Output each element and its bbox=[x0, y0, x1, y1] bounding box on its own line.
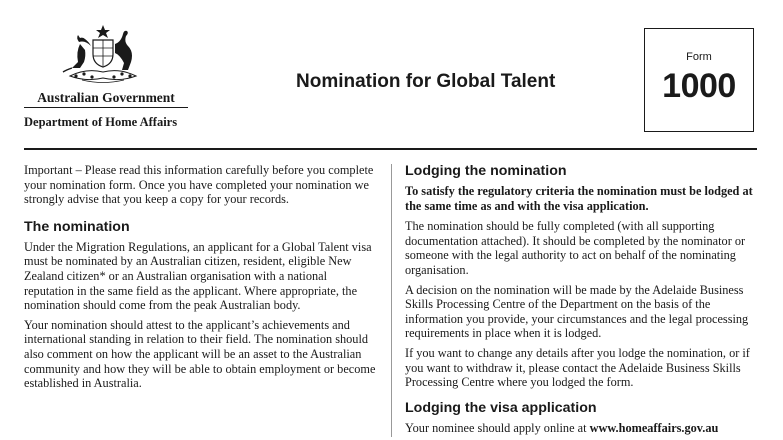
coat-of-arms-icon bbox=[62, 24, 144, 86]
column-divider bbox=[391, 164, 392, 437]
form-number: 1000 bbox=[662, 67, 736, 105]
left-column bbox=[24, 163, 376, 396]
nomination-paragraph-1: Under the Migration Regulations, an applicant for a Global Talent visa must be nominated by an Australian citizen, resident, eligible New Zealand citizen* or an Australian organisation with a national reputation in the same field as the applicant. Where appropriate, the nomination should come from the peak Australian body. bbox=[24, 239, 372, 313]
important-notice: Important – Please read this information carefully before you complete your nomination form. Once you have completed your nomination we strongly advise that you keep a copy for your records. bbox=[24, 163, 374, 207]
lodging-paragraph-1: The nomination should be fully completed (with all supporting documentation attached). It should be completed by the nominator or someone with the legal authority to act on behalf of the nominating organisation. bbox=[405, 219, 746, 277]
homeaffairs-link[interactable]: www.homeaffairs.gov.au bbox=[589, 420, 719, 435]
lodging-heading: Lodging the nomination bbox=[405, 163, 567, 179]
right-column bbox=[405, 163, 757, 440]
lodging-requirement: To satisfy the regulatory criteria the nomination must be lodged at the same time as and with the visa application. bbox=[405, 184, 753, 213]
visa-text: Your nominee should apply online at bbox=[405, 420, 587, 435]
visa-paragraph bbox=[405, 421, 757, 436]
page-title: Nomination for Global Talent bbox=[296, 71, 556, 92]
header-rule bbox=[24, 148, 757, 150]
visa-heading: Lodging the visa application bbox=[405, 399, 597, 416]
department-name: Department of Home Affairs bbox=[24, 115, 178, 129]
lodging-paragraph-2: A decision on the nomination will be made by the Adelaide Business Skills Processing Centre of the Department on the basis of the information you provide, your circumstances and the legal processing requirements in place when it is lodged. bbox=[405, 282, 749, 341]
government-name: Australian Government bbox=[37, 90, 175, 105]
lodging-paragraph-3: If you want to change any details after you lodge the nomination, or if you want to withdraw it, please contact the Adelaide Business Skills Processing Centre where you lodged the form. bbox=[405, 345, 750, 390]
form-number-box bbox=[644, 28, 754, 132]
form-label: Form bbox=[686, 51, 712, 63]
nomination-paragraph-2: Your nomination should attest to the applicant’s achievements and international standing in relation to their field. The nomination should also comment on how the applicant will be an asset to the Australian community and how they will be able to obtain employment or become established in Australia. bbox=[24, 317, 376, 391]
nomination-heading: The nomination bbox=[24, 218, 130, 235]
government-divider bbox=[24, 107, 188, 108]
